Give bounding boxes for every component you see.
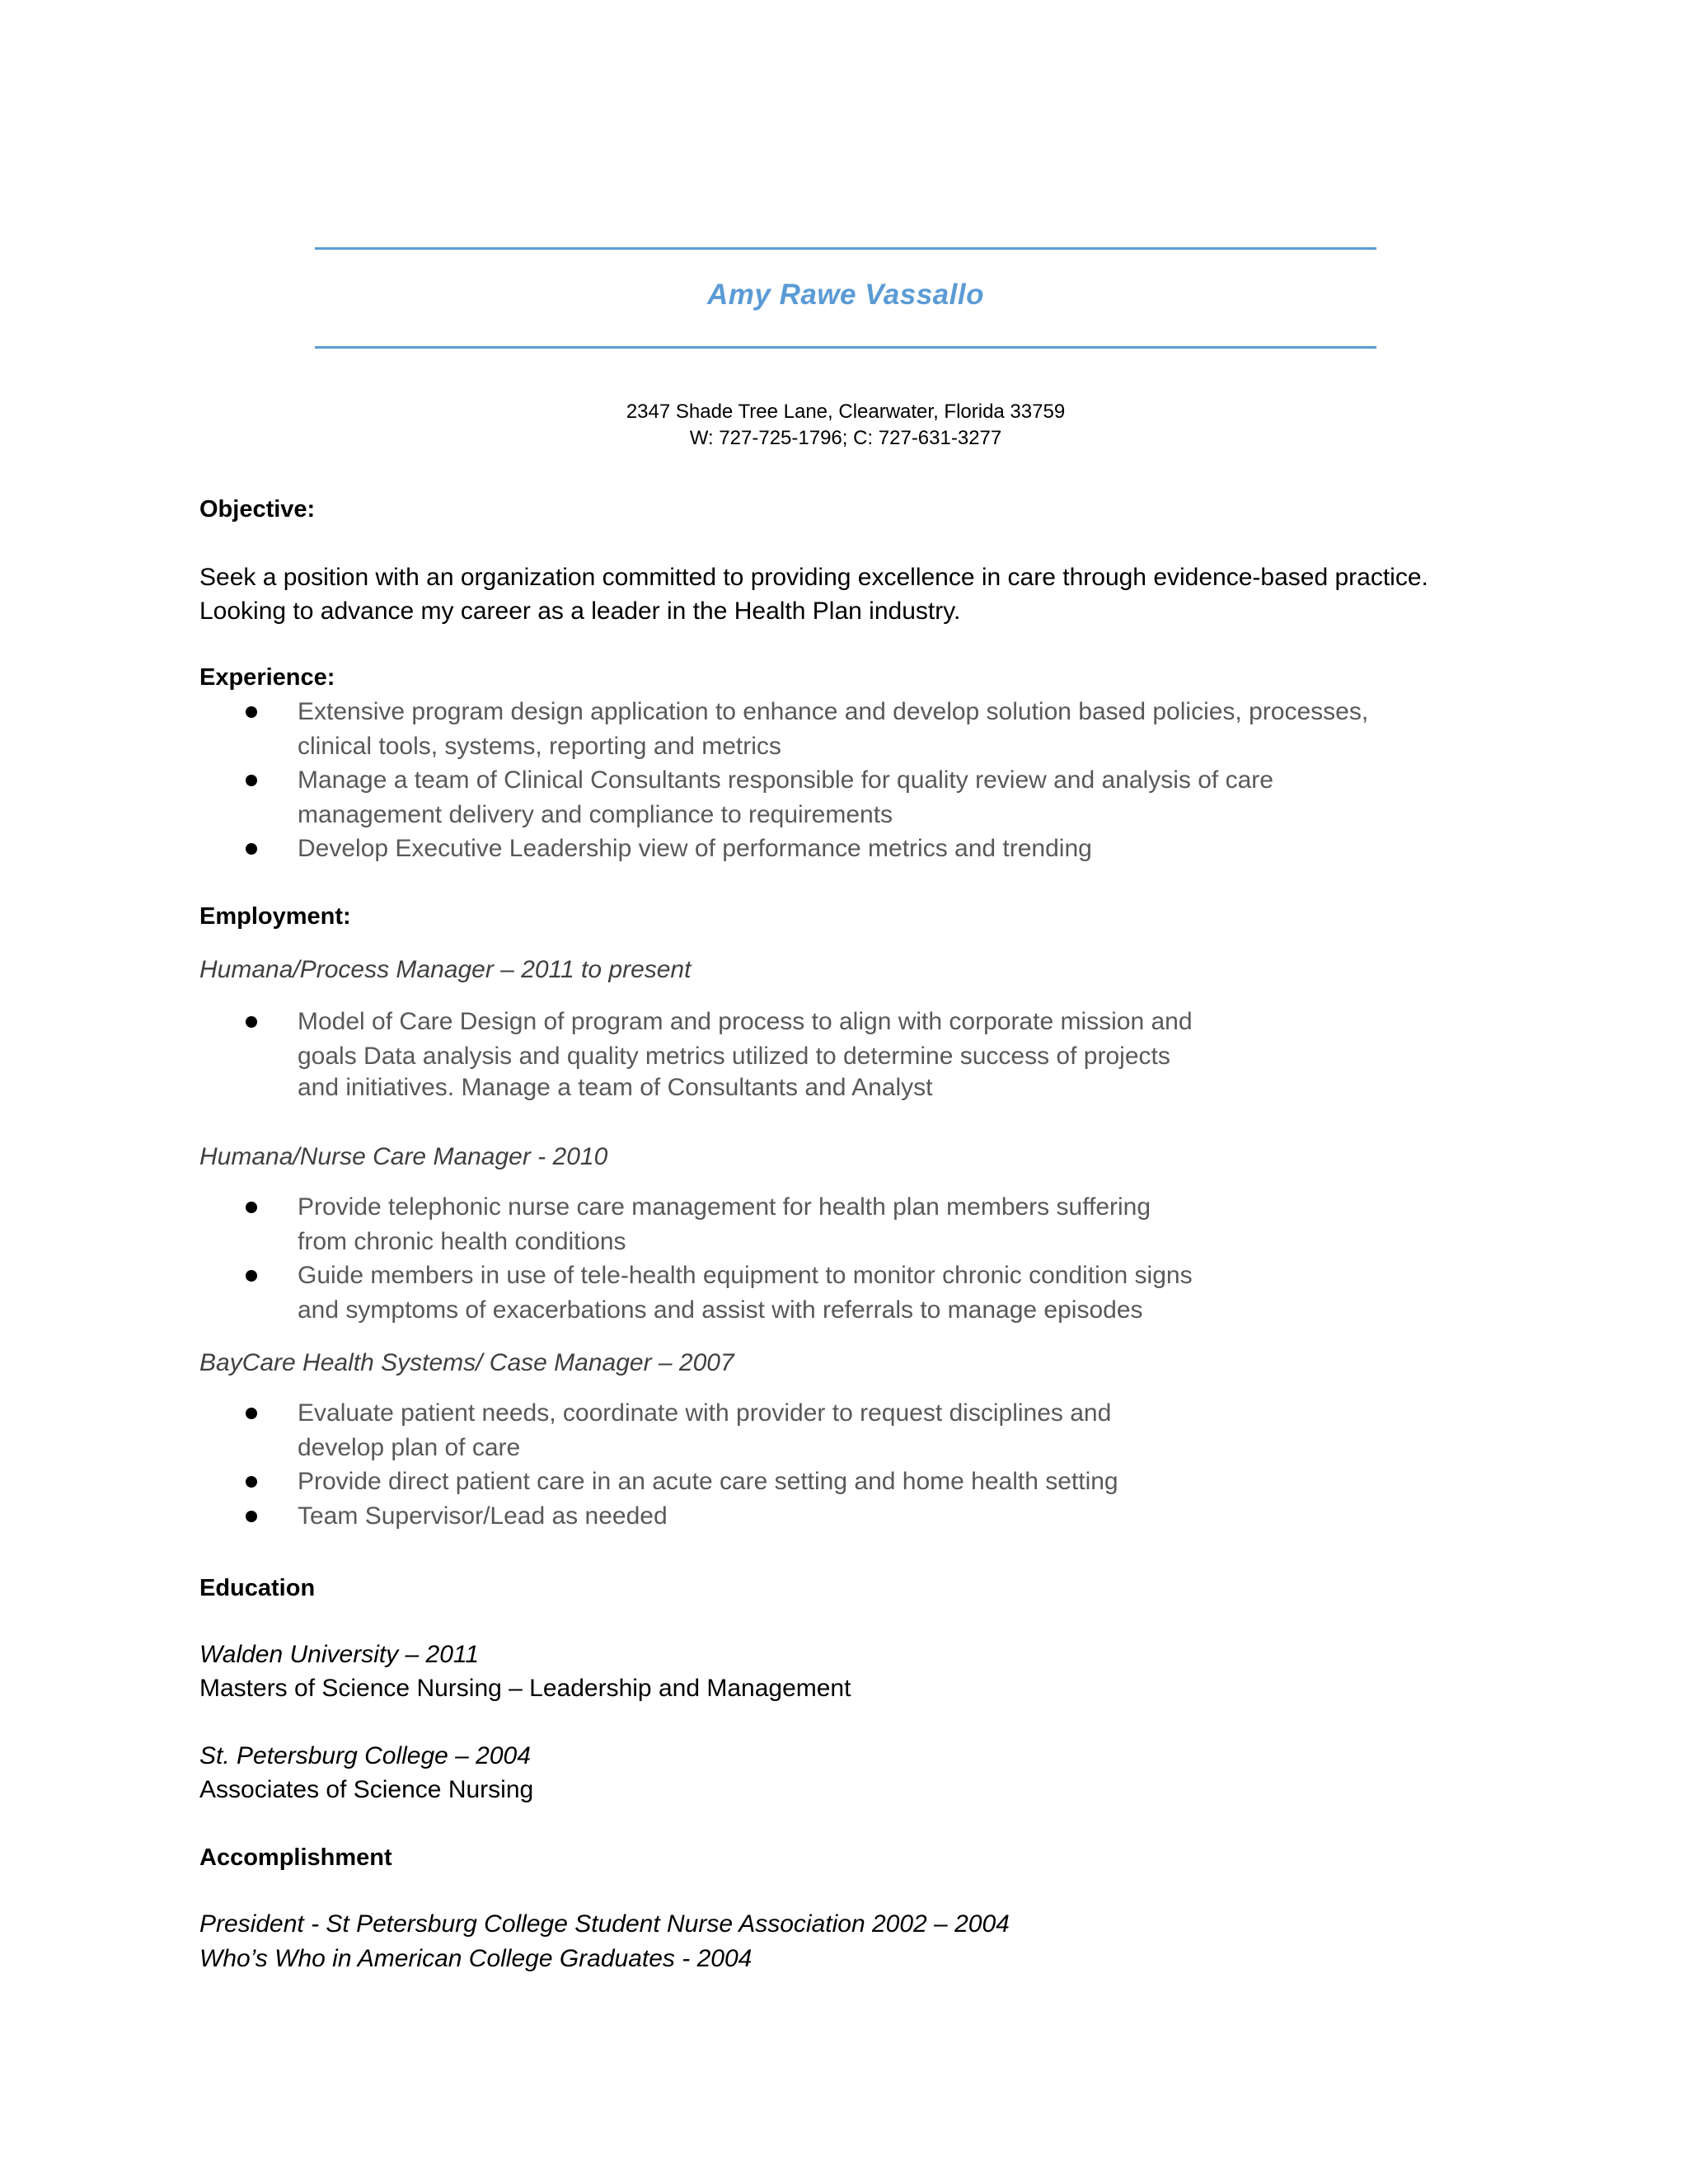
bullet-icon (246, 1016, 257, 1028)
bullet-icon (246, 843, 257, 855)
degree: Associates of Science Nursing (199, 1776, 534, 1803)
job-bullet-text: goals Data analysis and quality metrics utilized to determine success of projects (298, 1043, 1170, 1070)
job-title: BayCare Health Systems/ Case Manager – 2007 (199, 1349, 734, 1376)
accomplishment-item: Who’s Who in American College Graduates - 2004 (199, 1945, 753, 1972)
bullet-icon (246, 1476, 257, 1488)
phone-numbers: W: 727-725-1796; C: 727-631-3277 (689, 427, 1002, 449)
objective-line: Looking to advance my career as a leader in the Health Plan industry. (199, 598, 961, 625)
job-bullet-text: Provide direct patient care in an acute care setting and home health setting (298, 1468, 1118, 1495)
experience-bullet-text: management delivery and compliance to requirements (298, 801, 893, 828)
job-bullet-text: and symptoms of exacerbations and assist with referrals to manage episodes (298, 1296, 1143, 1324)
header-bottom-rule (315, 346, 1376, 349)
candidate-name: Amy Rawe Vassallo (707, 279, 984, 311)
bullet-icon (246, 1202, 257, 1213)
job-title: Humana/Nurse Care Manager - 2010 (199, 1143, 608, 1170)
bullet-icon (246, 775, 257, 786)
job-bullet-text: from chronic health conditions (298, 1228, 626, 1255)
job-bullet-text: develop plan of care (298, 1434, 521, 1461)
school-name: Walden University – 2011 (199, 1641, 480, 1668)
experience-bullet-text: clinical tools, systems, reporting and metrics (298, 733, 781, 760)
accomplishment-heading: Accomplishment (199, 1844, 392, 1871)
experience-heading: Experience: (199, 664, 335, 691)
bullet-icon (246, 1511, 257, 1522)
job-title: Humana/Process Manager – 2011 to present (199, 956, 692, 983)
job-bullet-text: Evaluate patient needs, coordinate with provider to request disciplines and (298, 1399, 1112, 1427)
header-top-rule (315, 247, 1376, 250)
education-heading: Education (199, 1575, 316, 1601)
address: 2347 Shade Tree Lane, Clearwater, Florida 33759 (626, 401, 1066, 423)
bullet-icon (246, 706, 257, 718)
job-bullet-text: Provide telephonic nurse care management for health plan members suffering (298, 1193, 1151, 1221)
employment-heading: Employment: (199, 903, 351, 930)
job-bullet-text: Team Supervisor/Lead as needed (298, 1502, 668, 1530)
accomplishment-item: President - St Petersburg College Student Nurse Association 2002 – 2004 (199, 1910, 1010, 1938)
objective-heading: Objective: (199, 496, 316, 523)
bullet-icon (246, 1270, 257, 1282)
bullet-icon (246, 1408, 257, 1419)
experience-bullet-text: Develop Executive Leadership view of performance metrics and trending (298, 835, 1092, 862)
job-bullet-text: Model of Care Design of program and process to align with corporate mission and (298, 1008, 1193, 1035)
job-bullet-text: Guide members in use of tele-health equipment to monitor chronic condition signs (298, 1262, 1193, 1289)
degree: Masters of Science Nursing – Leadership and Management (199, 1675, 851, 1702)
objective-line: Seek a position with an organization committed to providing excellence in care through evidence-based practice. (199, 564, 1428, 591)
experience-bullet-text: Extensive program design application to enhance and develop solution based policies, processes, (298, 698, 1369, 725)
experience-bullet-text: Manage a team of Clinical Consultants responsible for quality review and analysis of care (298, 766, 1273, 794)
job-bullet-text: and initiatives. Manage a team of Consultants and Analyst (298, 1074, 933, 1101)
school-name: St. Petersburg College – 2004 (199, 1742, 531, 1769)
